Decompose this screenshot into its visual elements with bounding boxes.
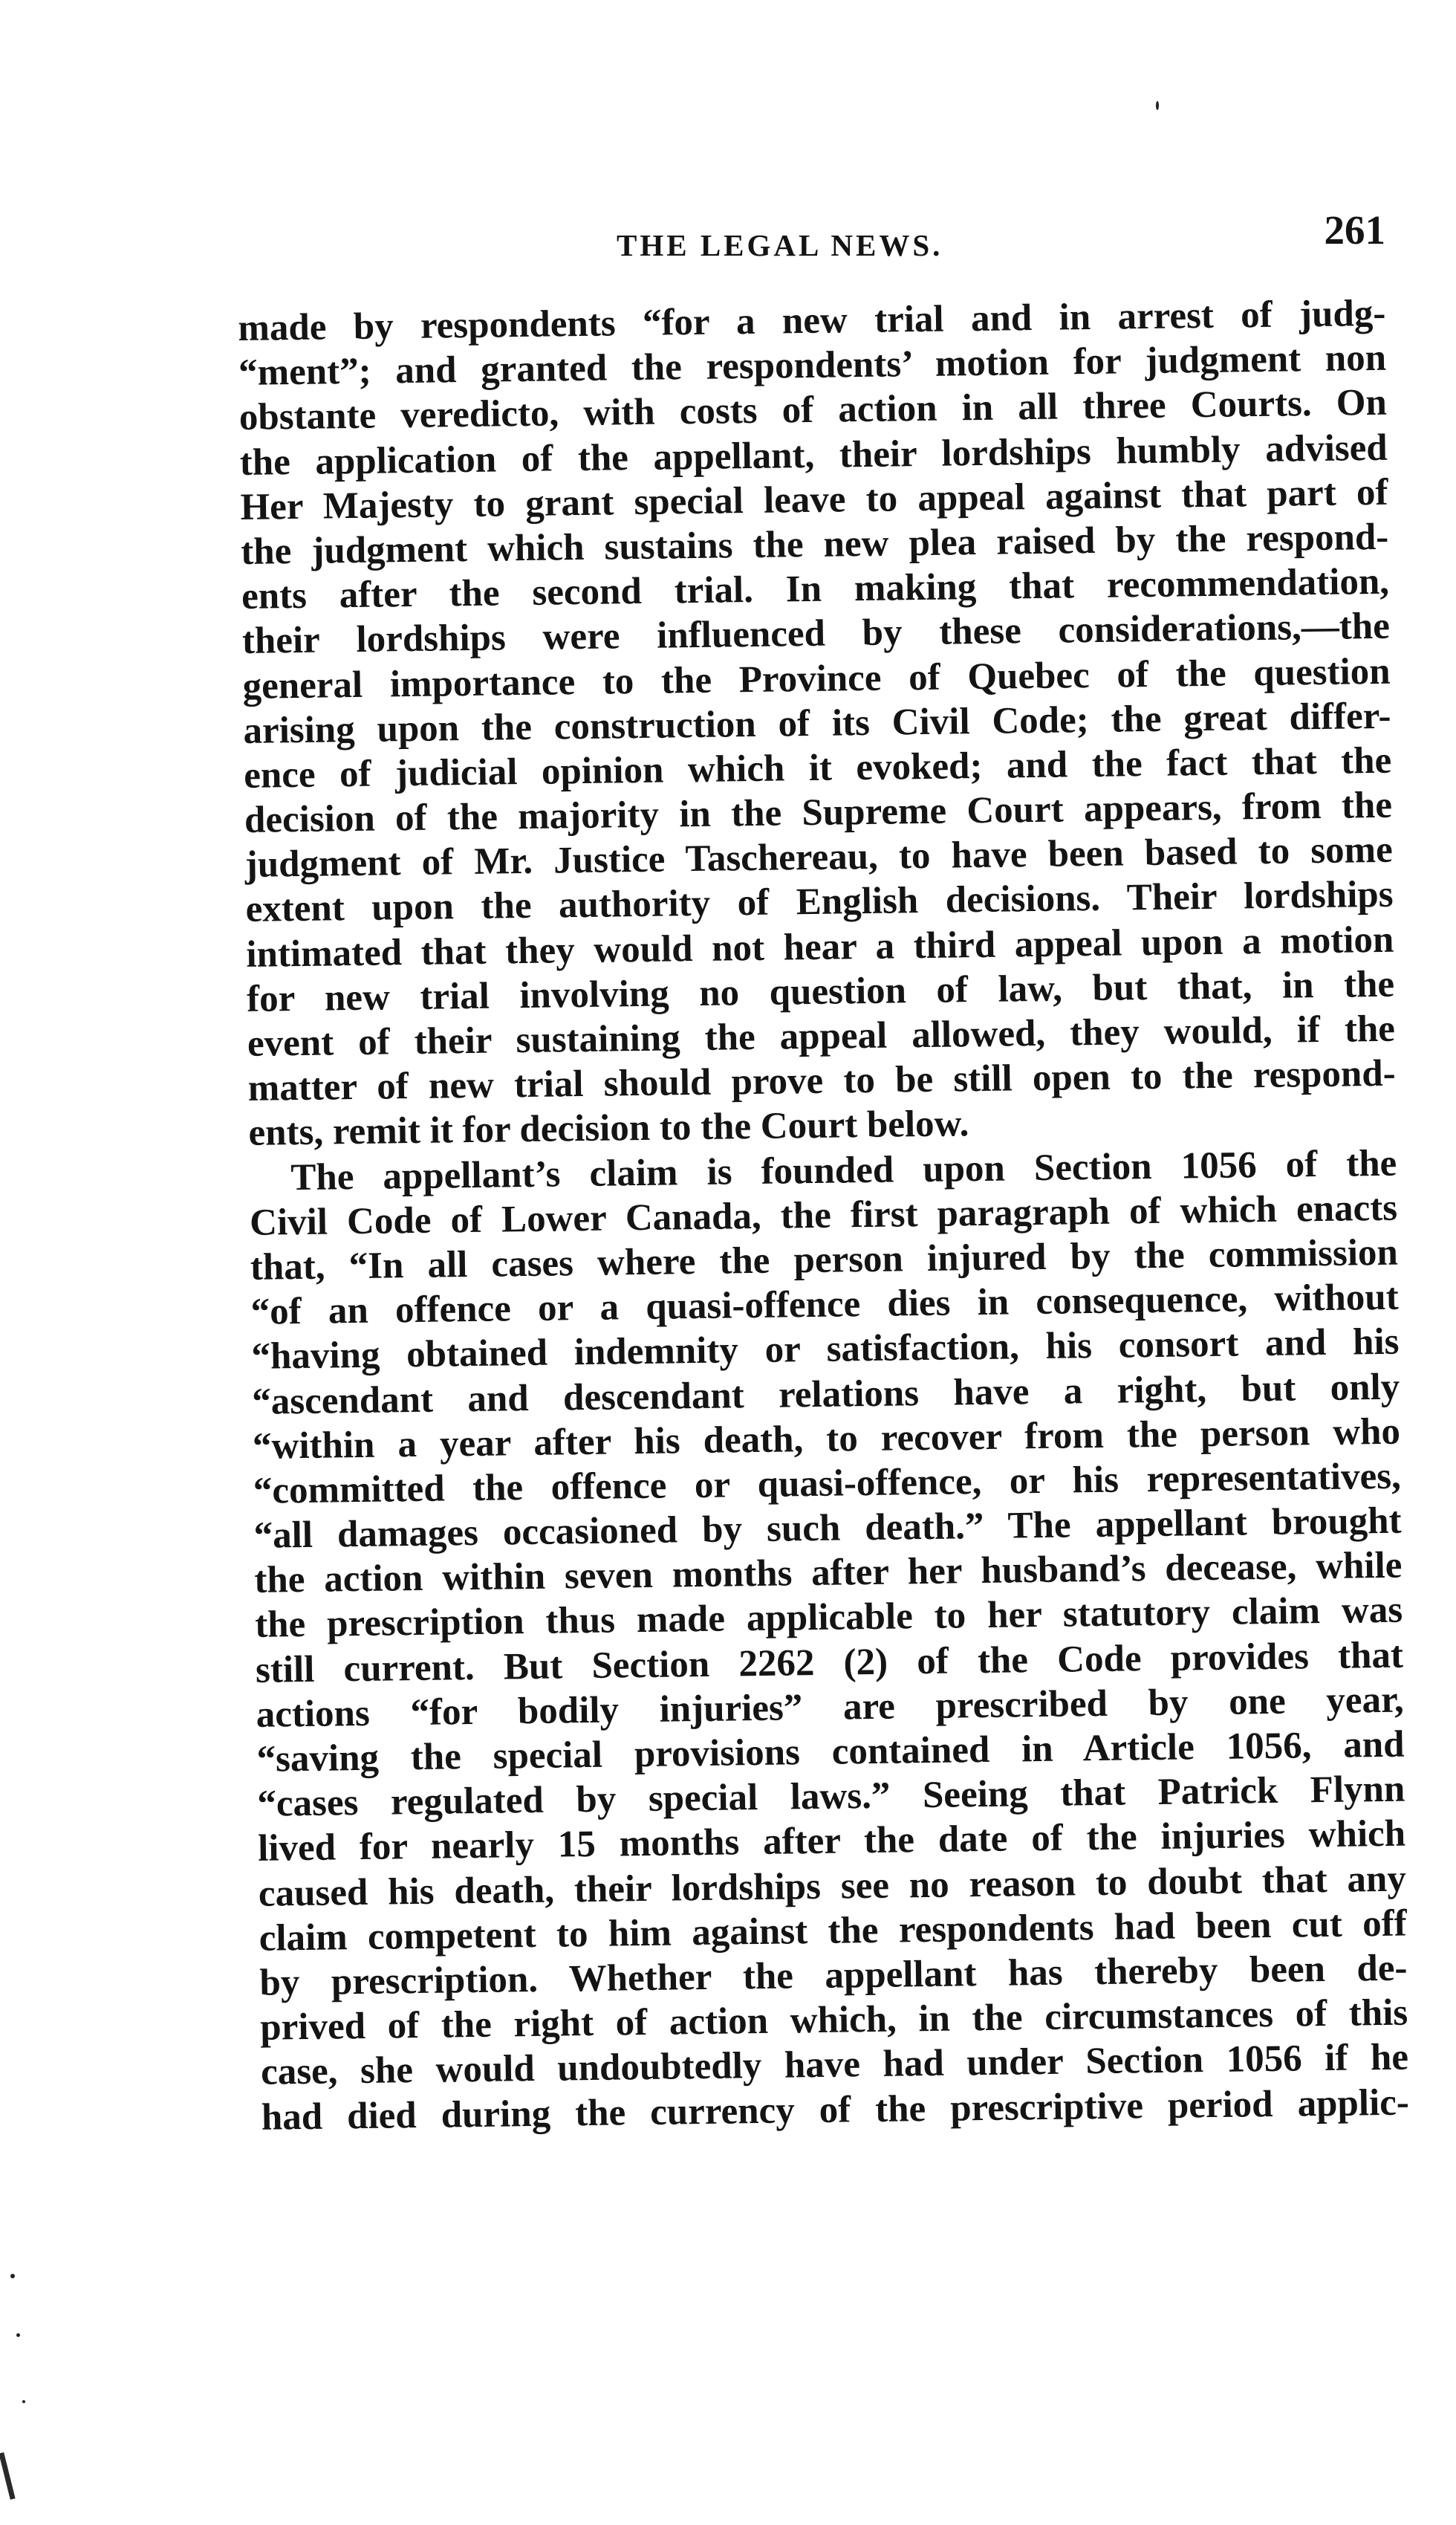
text-line: lived for nearly 15 months after the date of the injuries which bbox=[257, 1812, 1406, 1870]
text-line: general importance to the Province of Quebec of the question bbox=[242, 650, 1391, 707]
text-line: “within a year after his death, to recover from the person who bbox=[252, 1410, 1401, 1468]
text-line: “of an offence or a quasi-offence dies in consequence, without bbox=[250, 1276, 1399, 1334]
text-line: made by respondents “for a new trial and in arrest of judg- bbox=[238, 292, 1386, 349]
text-line: the action within seven months after her husband’s decease, while bbox=[254, 1544, 1403, 1602]
text-line: intimated that they would not hear a third appeal upon a motion bbox=[246, 918, 1394, 976]
text-line: ents after the second trial. In making that recommendation, bbox=[241, 560, 1390, 618]
text-line: that, “In all cases where the person injured by the commission bbox=[250, 1231, 1399, 1289]
text-line: decision of the majority in the Supreme Court appears, from the bbox=[244, 784, 1393, 842]
text-line: still current. But Section 2262 (2) of the Code provides that bbox=[255, 1634, 1404, 1691]
text-line: extent upon the authority of English decisions. Their lordships bbox=[245, 874, 1394, 931]
text-line: “all damages occasioned by such death.” The appellant brought bbox=[253, 1500, 1402, 1557]
text-line: by prescription. Whether the appellant has thereby been de- bbox=[259, 1947, 1408, 2004]
text-line: “cases regulated by special laws.” Seeing that Patrick Flynn bbox=[257, 1768, 1405, 1826]
text-line: for new trial involving no question of law, but that, in the bbox=[246, 963, 1395, 1020]
text-line: arising upon the construction of its Civil Code; the great differ- bbox=[243, 695, 1391, 752]
text-line: Civil Code of Lower Canada, the first paragraph of which enacts bbox=[249, 1187, 1398, 1244]
text-line: the application of the appellant, their lordships humbly advised bbox=[239, 427, 1388, 484]
text-line: caused his death, their lordships see no reason to doubt that any bbox=[258, 1858, 1407, 1915]
paragraph-2 bbox=[249, 1141, 1409, 2139]
text-line: the prescription thus made applicable to her statutory claim was bbox=[254, 1589, 1403, 1647]
text-line: “ascendant and descendant relations have a right, but only bbox=[251, 1366, 1400, 1423]
text-line: case, she would undoubtedly have had under Section 1056 if he bbox=[260, 2036, 1409, 2094]
text-line: matter of new trial should prove to be still open to the respond- bbox=[247, 1052, 1397, 1110]
text-line: claim competent to him against the respondents had been cut off bbox=[259, 1902, 1407, 1960]
text-line: actions “for bodily injuries” are prescribed by one year, bbox=[256, 1679, 1405, 1736]
text-line: had died during the currency of the prescriptive period applic- bbox=[261, 2081, 1410, 2139]
text-line: judgment of Mr. Justice Taschereau, to have been based to some bbox=[244, 829, 1394, 886]
body-text bbox=[238, 291, 1409, 2140]
text-line: ence of judicial opinion which it evoked; and the fact that the bbox=[243, 739, 1392, 797]
text-line: prived of the right of action which, in the circumstances of this bbox=[259, 1991, 1408, 2049]
scan-speck bbox=[10, 2274, 15, 2278]
text-line: their lordships were influenced by these considerations,—the bbox=[241, 606, 1391, 663]
running-head bbox=[238, 207, 1385, 266]
text-line: “committed the offence or quasi-offence, or his representatives, bbox=[253, 1455, 1402, 1512]
text-line: “saving the special provisions contained in Article 1056, and bbox=[256, 1723, 1405, 1780]
scan-speck bbox=[16, 2333, 20, 2337]
text-line: obstante veredicto, with costs of action in all three Courts. On bbox=[238, 382, 1388, 439]
text-line: event of their sustaining the appeal allowed, they would, if the bbox=[247, 1008, 1396, 1065]
scan-edge-mark bbox=[0, 2452, 16, 2500]
paragraph-1 bbox=[238, 291, 1397, 1156]
text-line: ents, remit it for decision to the Court below. bbox=[248, 1103, 969, 1155]
page-number: 261 bbox=[1324, 207, 1385, 253]
text-line: the judgment which sustains the new plea raised by the respond- bbox=[240, 516, 1389, 573]
text-line: The appellant’s claim is founded upon Section 1056 of the bbox=[290, 1142, 1397, 1199]
scan-speck bbox=[1156, 101, 1159, 110]
journal-title: THE LEGAL NEWS. bbox=[617, 228, 943, 262]
text-line: Her Majesty to grant special leave to appeal against that part of bbox=[240, 471, 1388, 528]
text-line: “ment”; and granted the respondents’ motion for judgment non bbox=[238, 337, 1387, 395]
text-line: “having obtained indemnity or satisfaction, his consort and his bbox=[251, 1320, 1400, 1378]
scan-speck bbox=[22, 2400, 25, 2403]
